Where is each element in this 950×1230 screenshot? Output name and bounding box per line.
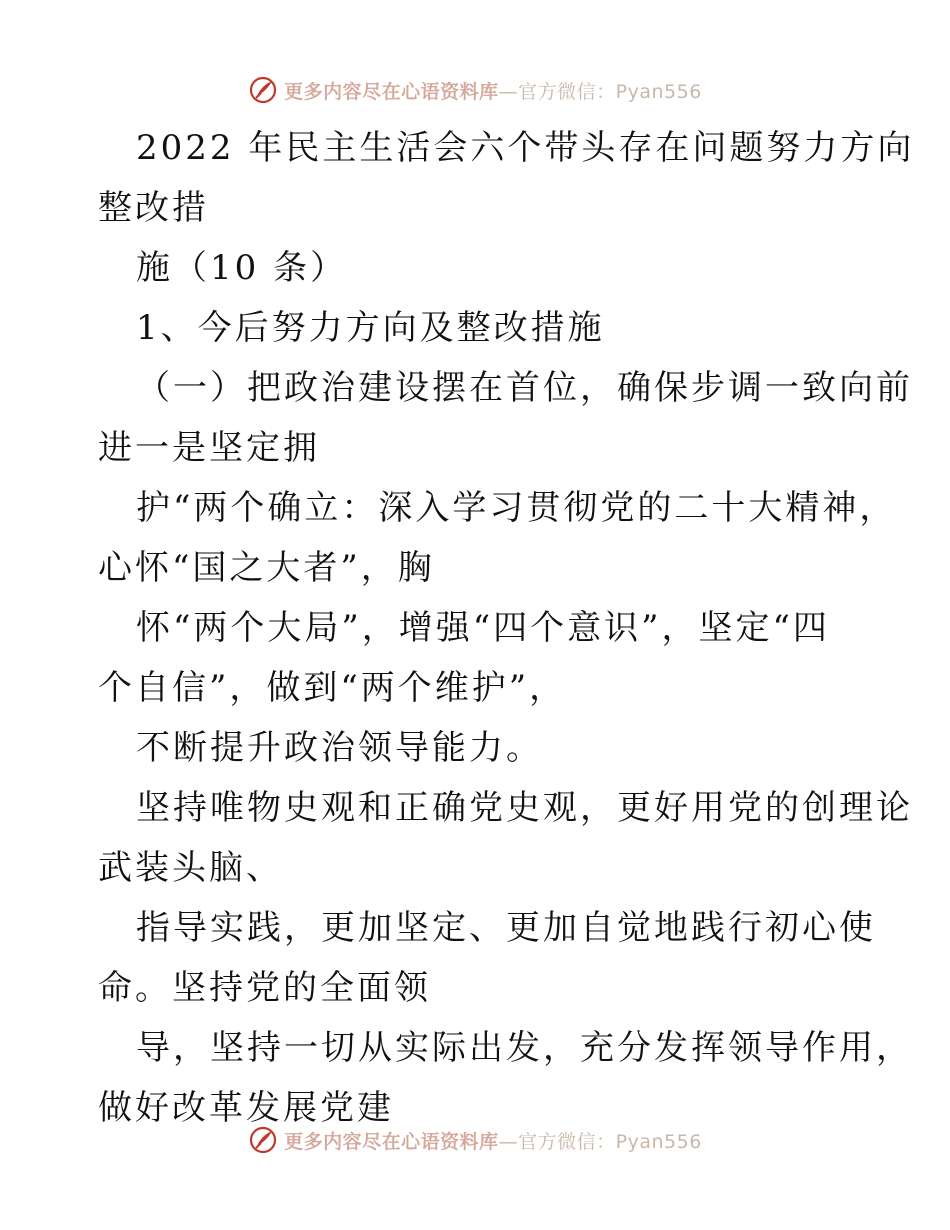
- watermark-text: [284, 77, 702, 104]
- text-line: 心怀“国之大者”，胸: [98, 548, 435, 588]
- text-line: 护“两个确立：深入学习贯彻党的二十大精神，: [136, 488, 897, 528]
- watermark-text: [284, 1127, 702, 1154]
- text-line: 不断提升政治领导能力。: [136, 728, 543, 768]
- text-line: 个自信”，做到“两个维护”，: [98, 668, 567, 708]
- footer-watermark: [0, 1120, 950, 1160]
- text-line: 1、今后努力方向及整改措施: [136, 308, 605, 348]
- text-line: 指导实践，更加坚定、更加自觉地践行初心使: [136, 908, 876, 948]
- text-line: 武装头脑、: [98, 848, 283, 888]
- text-line: 导，坚持一切从实际出发，充分发挥领导作用，: [136, 1028, 913, 1068]
- watermark-contact: —官方微信：Pyan556: [498, 80, 702, 103]
- quill-logo-icon: [248, 1125, 278, 1155]
- text-line: 2022 年民主生活会六个带头存在问题努力方向: [136, 128, 915, 168]
- text-line: 坚持唯物史观和正确党史观，更好用党的创理论: [136, 788, 913, 828]
- watermark-contact: —官方微信：Pyan556: [498, 1130, 702, 1153]
- text-line: 命。坚持党的全面领: [98, 968, 431, 1008]
- text-line: （一）把政治建设摆在首位，确保步调一致向前: [136, 368, 913, 408]
- quill-logo-icon: [248, 75, 278, 105]
- text-line: 做好改革发展党建: [98, 1088, 394, 1128]
- text-line: 怀“两个大局”，增强“四个意识”，坚定“四: [136, 608, 830, 648]
- text-line: 施（10 条）: [136, 248, 348, 288]
- text-line: 进一是坚定拥: [98, 428, 320, 468]
- watermark-brand: 更多内容尽在心语资料库: [284, 80, 499, 103]
- document-body: [98, 118, 915, 1138]
- text-line: 整改措: [98, 188, 209, 228]
- watermark-brand: 更多内容尽在心语资料库: [284, 1130, 499, 1153]
- header-watermark: [0, 70, 950, 110]
